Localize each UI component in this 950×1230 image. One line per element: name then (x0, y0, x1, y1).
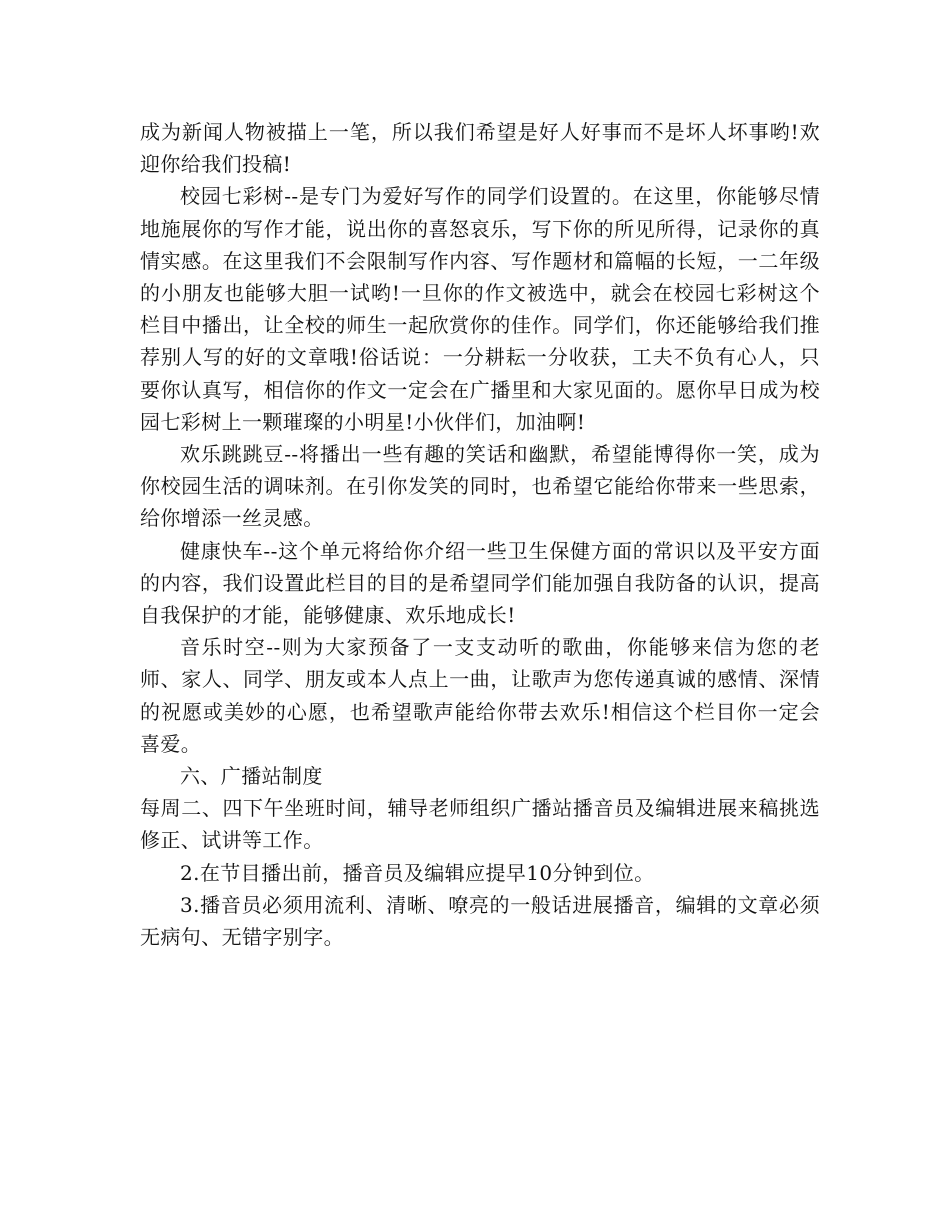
paragraph-rule-2: 2.在节目播出前，播音员及编辑应提早10分钟到位。 (180, 860, 655, 885)
paragraph-music-space: 音乐时空--则为大家预备了一支支动听的歌曲，你能够来信为您的老师、家人、同学、朋友或本人点上一曲，让歌声为您传递真诚的感情、深情的祝愿或美妙的心愿，也希望歌声能给你带去欢乐!相信这个栏目你一定会喜爱。 (140, 635, 820, 756)
paragraph-rule-1: 每周二、四下午坐班时间，辅导老师组织广播站播音员及编辑进展来稿挑选修正、试讲等工作。 (140, 796, 820, 853)
paragraph-campus-rainbow-tree: 校园七彩树--是专门为爱好写作的同学们设置的。在这里，你能够尽情地施展你的写作才能，说出你的喜怒哀乐，写下你的所见所得，记录你的真情实感。在这里我们不会限制写作内容、写作题材和篇幅的长短，一二年级的小朋友也能够大胆一试哟!一旦你的作文被选中，就会在校园七彩树这个栏目中播出，让全校的师生一起欣赏你的佳作。同学们，你还能够给我们推荐别人写的好的文章哦!俗话说：一分耕耘一分收获，工夫不负有心人，只要你认真写，相信你的作文一定会在广播里和大家见面的。愿你早日成为校园七彩树上一颗璀璨的小明星!小伙伴们，加油啊! (140, 184, 820, 434)
paragraph-news-contribution: 成为新闻人物被描上一笔，所以我们希望是好人好事而不是坏人坏事哟!欢迎你给我们投稿! (140, 120, 820, 177)
section-heading-station-rules: 六、广播站制度 (180, 764, 323, 789)
paragraph-happy-jumping-bean: 欢乐跳跳豆--将播出一些有趣的笑话和幽默，希望能博得你一笑，成为你校园生活的调味剂。在引你发笑的同时，也希望它能给你带来一些思索，给你增添一丝灵感。 (140, 442, 820, 531)
paragraph-health-express: 健康快车--这个单元将给你介绍一些卫生保健方面的常识以及平安方面的内容，我们设置此栏目的目的是希望同学们能加强自我防备的认识，提高自我保护的才能，能够健康、欢乐地成长! (140, 538, 820, 628)
document-body (140, 116, 820, 953)
paragraph-rule-3: 3.播音员必须用流利、清晰、嘹亮的一般话进展播音，编辑的文章必须无病句、无错字别字。 (140, 892, 820, 950)
